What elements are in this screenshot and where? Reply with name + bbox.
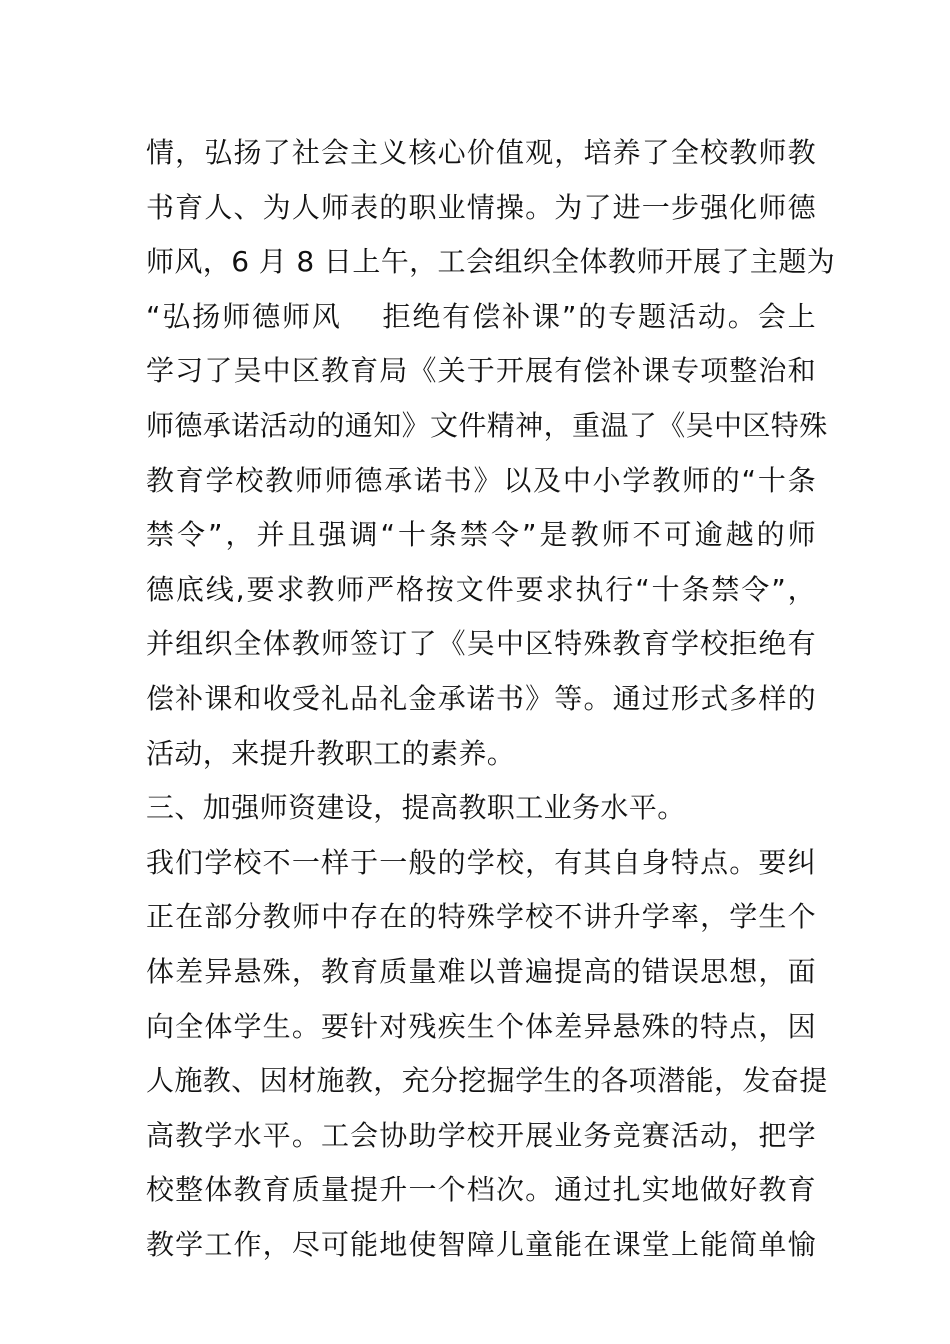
text-line: 书育人、为人师表的职业情操。为了进一步强化师德 — [146, 190, 816, 224]
section-heading: 三、加强师资建设，提高教职工业务水平。 — [146, 791, 686, 825]
text-line: 教学工作，尽可能地使智障儿童能在课堂上能简单愉 — [146, 1227, 816, 1261]
text-line: 活动，来提升教职工的素养。 — [146, 736, 516, 770]
text-line: 教育学校教师师德承诺书》以及中小学教师的“十条 — [146, 463, 816, 497]
text-line: 学习了吴中区教育局《关于开展有偿补课专项整治和 — [146, 354, 816, 388]
text-line: 校整体教育质量提升一个档次。通过扎实地做好教育 — [146, 1173, 816, 1207]
text-line: 体差异悬殊，教育质量难以普遍提高的错误思想，面 — [146, 954, 816, 988]
text-line: 并组织全体教师签订了《吴中区特殊教育学校拒绝有 — [146, 627, 816, 661]
text-line: 师德承诺活动的通知》文件精神，重温了《吴中区特殊 — [146, 408, 828, 442]
text-line: 我们学校不一样于一般的学校，有其自身特点。要纠 — [146, 845, 816, 879]
text-line: 情，弘扬了社会主义核心价值观，培养了全校教师教 — [146, 136, 816, 169]
body-text — [146, 126, 836, 1272]
text-line: 德底线,要求教师严格按文件要求执行“十条禁令”， — [146, 572, 816, 606]
text-line: 师风，6 月 8 日上午，工会组织全体教师开展了主题为 — [146, 245, 836, 279]
text-line: 向全体学生。要针对残疾生个体差异悬殊的特点，因 — [146, 1009, 816, 1043]
text-line: 禁令”，并且强调“十条禁令”是教师不可逾越的师 — [146, 518, 816, 552]
text-line: 人施教、因材施教，充分挖掘学生的各项潜能，发奋提 — [146, 1064, 828, 1098]
text-line: 正在部分教师中存在的特殊学校不讲升学率，学生个 — [146, 900, 816, 934]
text-line: “弘扬师德师风 拒绝有偿补课”的专题活动。会上 — [146, 299, 816, 333]
text-line: 偿补课和收受礼品礼金承诺书》等。通过形式多样的 — [146, 681, 816, 715]
text-line: 高教学水平。工会协助学校开展业务竞赛活动，把学 — [146, 1118, 816, 1152]
